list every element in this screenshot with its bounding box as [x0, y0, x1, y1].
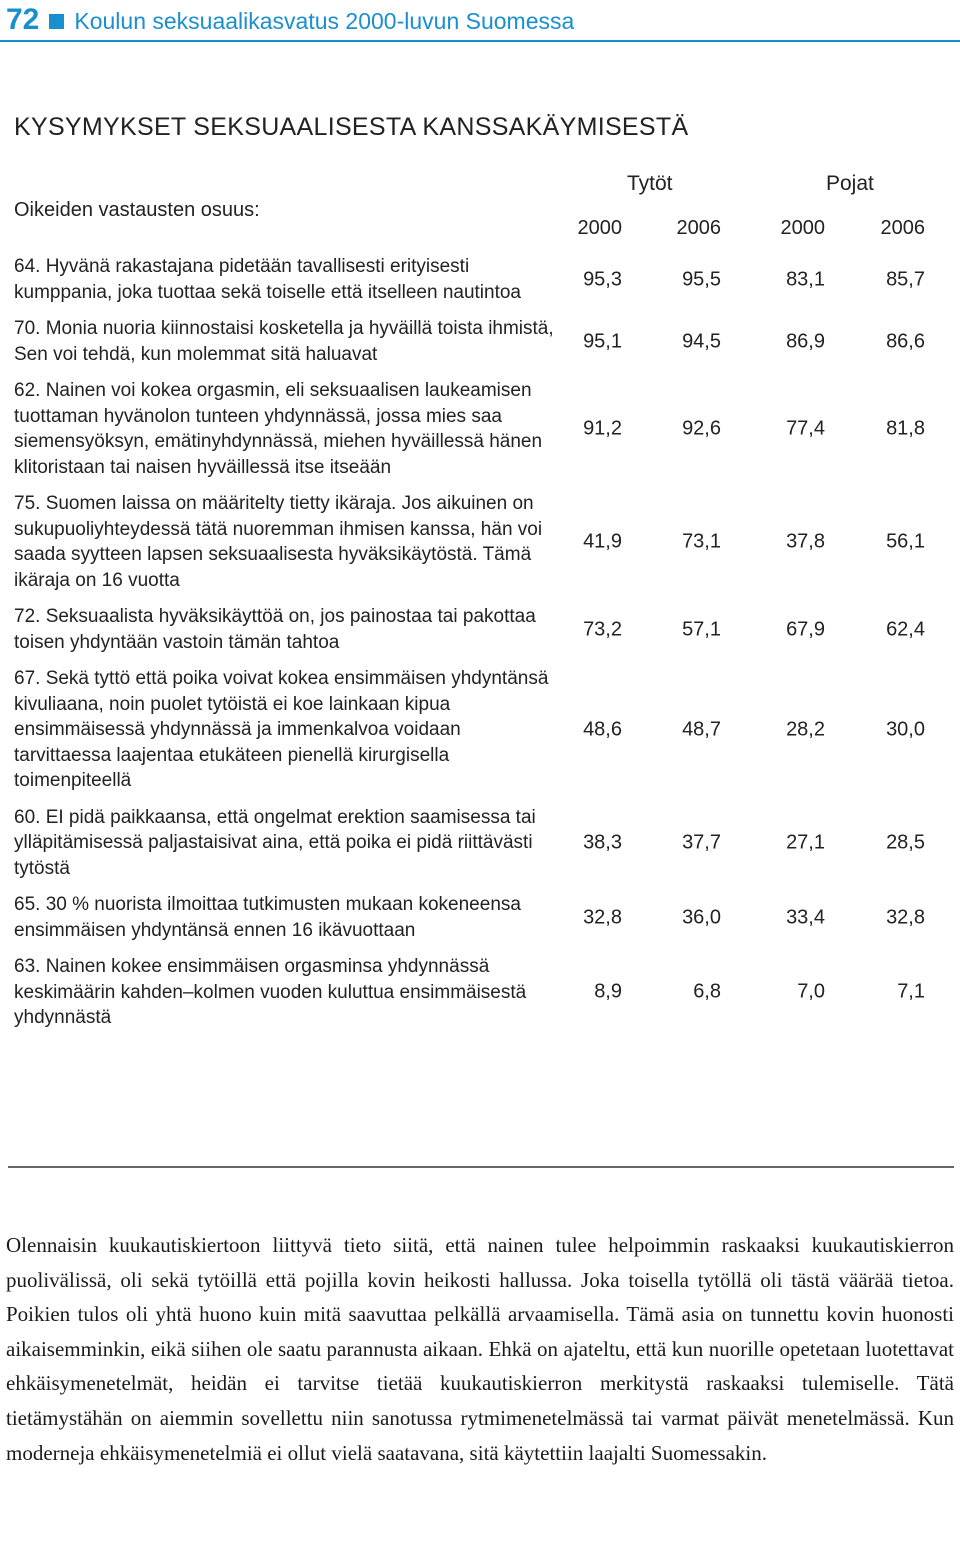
value-cell: 32,8 — [886, 906, 925, 928]
value-cell: 95,3 — [583, 268, 622, 290]
value-cell: 8,9 — [594, 980, 622, 1003]
value-cell: 48,6 — [583, 718, 622, 741]
value-cell: 73,2 — [583, 618, 622, 640]
value-cell: 57,1 — [682, 618, 721, 640]
table-row — [0, 491, 960, 593]
row-label-header: Oikeiden vastausten osuus: — [14, 199, 260, 221]
page-header — [0, 0, 960, 40]
value-cell: 62,4 — [886, 618, 925, 640]
header-divider — [0, 40, 960, 42]
running-title: Koulun seksuaalikasvatus 2000-luvun Suomessa — [74, 8, 575, 34]
value-cell: 81,8 — [886, 417, 925, 440]
row-values — [0, 316, 960, 367]
year-header: 2000 — [780, 217, 825, 239]
table-row — [0, 316, 960, 367]
value-cell: 83,1 — [786, 268, 825, 290]
row-values — [0, 892, 960, 943]
value-cell: 33,4 — [786, 906, 825, 928]
value-cell: 27,1 — [786, 831, 825, 854]
value-cell: 56,1 — [886, 530, 925, 553]
table-row — [0, 378, 960, 480]
value-cell: 28,2 — [786, 718, 825, 741]
value-cell: 6,8 — [693, 980, 721, 1003]
value-cell: 41,9 — [583, 530, 622, 553]
row-values — [0, 254, 960, 305]
value-cell: 94,5 — [682, 330, 721, 352]
value-cell: 86,6 — [886, 330, 925, 352]
row-values — [0, 805, 960, 882]
table-row — [0, 604, 960, 655]
row-values — [0, 666, 960, 794]
value-cell: 37,7 — [682, 831, 721, 854]
question-text: 60. EI pidä paikkaansa, että ongelmat erektion saamisessa tai ylläpitämisessä paljastaisivat aina, että poika ei pidä riittävästi tytöstä — [14, 806, 536, 879]
table-bottom-divider — [8, 1166, 954, 1168]
value-cell: 86,9 — [786, 330, 825, 352]
question-text: 72. Seksuaalista hyväksikäyttöä on, jos painostaa tai pakottaa toisen yhdyntään vastoin tämän tahtoa — [14, 606, 536, 653]
year-header: 2006 — [880, 217, 925, 239]
value-cell: 38,3 — [583, 831, 622, 854]
value-cell: 95,1 — [583, 330, 622, 352]
question-text: 65. 30 % nuorista ilmoittaa tutkimusten mukaan kokeneensa ensimmäisen yhdyntänsä ennen 16 ikävuottaan — [14, 894, 521, 941]
table-row — [0, 666, 960, 794]
question-text: 62. Nainen voi kokea orgasmin, eli seksuaalisen laukeamisen tuottaman hyvänolon tunteen yhdynnässä, jossa mies saa siemensyöksyn, emätinyhdynnässä, miehen hyväillessä hänen klitoristaan tai naisen hyväillessä itse itseään — [14, 380, 543, 478]
square-bullet-icon — [49, 14, 64, 29]
value-cell: 95,5 — [682, 268, 721, 290]
group-header-boys: Pojat — [826, 172, 874, 195]
value-cell: 73,1 — [682, 530, 721, 553]
table-row — [0, 892, 960, 943]
value-cell: 77,4 — [786, 417, 825, 440]
body-paragraph: Olennaisin kuukautiskiertoon liittyvä tieto siitä, että nainen tulee helpoimmin raskaaksi kuukautiskierron puolivälissä, oli sekä tytöillä että pojilla kovin heikosti hallussa. Joka toisella tytöllä oli tästä väärää tietoa. Poikien tulos oli yhtä huono kuin mitä saavuttaa pelkällä arvaamisella. Tämä asia on tunnettu kovin huonosti aikaisemminkin, eikä siihen ole saatu parannusta aikaan. Ehkä on ajateltu, että kun nuorille opetetaan luotettavat ehkäisymenetelmät, heidän ei tarvitse tietää kuukautiskierron merkitystä raskaaksi tulemiselle. Tätä tietämystähän on aiemmin sovellettu niin sanotussa rytmimenetelmässä tai varmat päivät menetelmässä. Kun moderneja ehkäisymenetelmiä ei ollut vielä saatavana, sitä käytettiin laajalti Suomessakin. — [6, 1233, 954, 1465]
value-cell: 48,7 — [682, 718, 721, 741]
page-number: 72 — [6, 3, 40, 36]
table-row — [0, 254, 960, 305]
table-row — [0, 954, 960, 1031]
value-cell: 67,9 — [786, 618, 825, 640]
value-cell: 30,0 — [886, 718, 925, 741]
table-row — [0, 805, 960, 882]
question-text: 63. Nainen kokee ensimmäisen orgasminsa yhdynnässä keskimäärin kahden–kolmen vuoden kuluttua ensimmäisestä yhdynnästä — [14, 956, 527, 1028]
value-cell: 28,5 — [886, 831, 925, 854]
value-cell: 36,0 — [682, 906, 721, 928]
row-values — [0, 604, 960, 655]
value-cell: 85,7 — [886, 268, 925, 290]
question-text: 64. Hyvänä rakastajana pidetään tavallisesti erityisesti kumppania, joka tuottaa sekä toiselle että itselleen nautintoa — [14, 256, 521, 303]
table-body — [0, 254, 960, 1031]
year-header: 2000 — [577, 217, 622, 239]
value-cell: 92,6 — [682, 417, 721, 440]
row-values — [0, 954, 960, 1031]
value-cell: 37,8 — [786, 530, 825, 553]
row-values — [0, 491, 960, 593]
group-header-girls: Tytöt — [627, 172, 673, 195]
section-title: KYSYMYKSET SEKSUAALISESTA KANSSAKÄYMISESTÄ — [14, 113, 689, 141]
value-cell: 7,1 — [897, 980, 925, 1003]
question-text: 67. Sekä tyttö että poika voivat kokea ensimmäisen yhdyntänsä kivuliaana, noin puolet tytöistä ei koe lainkaan kipua ensimmäisessä yhdynnässä ja immenkalvoa voidaan tarvittaessa laajentaa etukäteen pienellä kirurgisella toimenpiteellä — [14, 668, 549, 791]
value-cell: 7,0 — [797, 980, 825, 1003]
question-text: 75. Suomen laissa on määritelty tietty ikäraja. Jos aikuinen on sukupuoliyhteydessä tätä nuoremman ihmisen kanssa, hän voi saada syytteen lapsen seksuaalisesta hyväksikäytöstä. Tämä ikäraja on 16 vuotta — [14, 493, 543, 591]
table-year-headers — [0, 193, 960, 243]
row-values — [0, 378, 960, 480]
value-cell: 91,2 — [583, 417, 622, 440]
value-cell: 32,8 — [583, 906, 622, 928]
year-header: 2006 — [676, 217, 721, 239]
question-text: 70. Monia nuoria kiinnostaisi kosketella ja hyväillä toista ihmistä, Sen voi tehdä, kun molemmat sitä haluavat — [14, 318, 554, 365]
